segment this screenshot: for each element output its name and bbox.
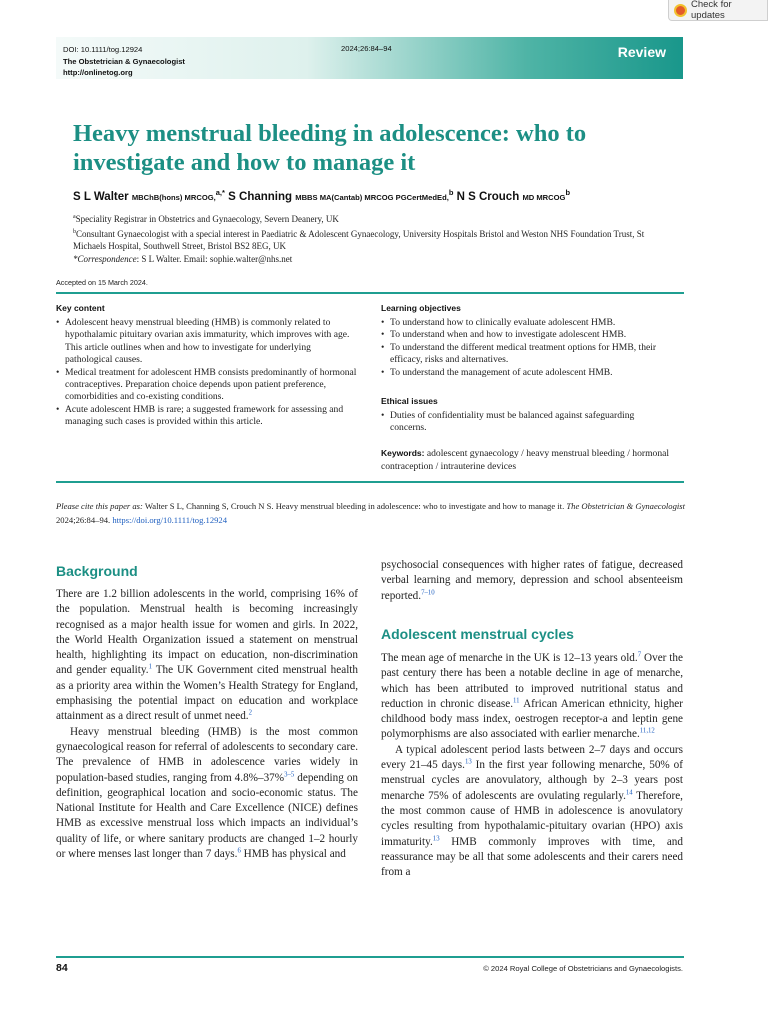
doi-link[interactable]: https://doi.org/10.1111/tog.12924 [112, 514, 228, 525]
author-quals: MBBS MA(Cantab) MRCOG PGCertMedEd, [295, 192, 449, 202]
list-item: • To understand when and how to investigate adolescent HMB. [381, 329, 685, 341]
cycles-column [381, 651, 683, 880]
ethical-issues-list [381, 410, 641, 435]
keywords [381, 447, 681, 473]
list-item: • Acute adolescent HMB is rare; a suggested framework for assessing and managing such cases is provided within this article. [56, 404, 358, 429]
author-name: N S Crouch [456, 190, 520, 203]
journal-url[interactable]: http://onlinetog.org [63, 68, 133, 77]
background-column [56, 587, 358, 862]
right-column-top [381, 558, 683, 604]
list-item: • Duties of confidentiality must be balanced against safeguarding concerns. [381, 410, 641, 435]
affiliations [73, 211, 673, 265]
doi: DOI: 10.1111/tog.12924 [63, 45, 143, 54]
affiliation-a: $^a$Speciality Registrar in Obstetrics and Gynaecology, Severn Deanery, UK [73, 214, 339, 224]
list-item: • Adolescent heavy menstrual bleeding (HMB) is commonly related to hypothalamic pituitary ovarian axis immaturity, which improves with age. This article outlines when and how to investigate for underlying pathological causes. [56, 317, 358, 367]
section-heading-background: Background [56, 563, 138, 579]
article-type: Review [617, 44, 666, 60]
list-item: • To understand the different medical treatment options for HMB, their efficacy, risks and alternatives. [381, 342, 685, 367]
author-marks: a,* [215, 188, 225, 197]
author-quals: MD MRCOG [522, 192, 566, 202]
header-meta [63, 44, 185, 79]
correspondence: *Correspondence: S L Walter. Email: sophie.walter@nhs.net [73, 253, 293, 264]
section-heading-cycles: Adolescent menstrual cycles [381, 626, 574, 642]
author-quals: MBChB(hons) MRCOG, [131, 192, 216, 202]
keywords-text: adolescent gynaecology / heavy menstrual bleeding / hormonal contraception / intrauterine devices [381, 448, 670, 472]
learning-objectives-list [381, 317, 685, 379]
paragraph: Heavy menstrual bleeding (HMB) is the most common gynaecological reason for referral of adolescents to secondary care. The prevalence of HMB in adolescence varies widely in population-based studies, ranging from 4.8%–37%$^{3-5}$ depending on definition, geographical location and socio-economic status. The National Institute for Health and Care Excellence (NICE) defines HMB as excessive menstrual loss which impacts an individual’s quality of life, or where sanitary products are changed 1–2 hourly or where menses last longer than 7 days.$^6$ HMB has physical and [56, 725, 359, 861]
issue-info: 2024;26:84–94 [341, 44, 392, 53]
divider [56, 292, 684, 294]
paragraph: The mean age of menarche in the UK is 12–13 years old.$^7$ Over the past century there has been a notable decline in age of menarche, which has been attributed to improved nutritional status and reduction in chronic disease.$^{11}$ African American ethnicity, higher childhood body mass index, oestrogen receptor-a and leptin gene polymorphisms are also associated with earlier menarche.$^{11,12}$ [381, 651, 683, 741]
author-name: S Channing [228, 190, 293, 203]
affiliation-b: $^b$Consultant Gynaecologist with a special interest in Paediatric & Adolescent Gynaecology, University Hospitals Bristol and Weston NHS Foundation Trust, St Michaels Hospital, Southwell Street, Bristol BS2 8EG, UK [73, 228, 645, 252]
crossmark-icon [674, 4, 687, 17]
author-marks: b [565, 188, 571, 197]
paragraph: There are 1.2 billion adolescents in the world, comprising 16% of the population. Menstrual health is becoming increasingly recognised as a major health issue for women and girls. In 2022, the World Health Organization issued a statement on menstrual health, highlighting its impact on education, non-discrimination and gender equality.$^1$ The UK Government cited menstrual health as a priority area within the Women’s Health Strategy for England, emphasising the potential impact on education and workplace attainment as a direct result of unmet need.$^2$ [56, 588, 358, 723]
accepted-date: Accepted on 15 March 2024. [56, 278, 148, 287]
citation: Please cite this paper as: Walter S L, Channing S, Crouch N S. Heavy menstrual bleeding in adolescence: who to investigate and how to manage it. The Obstetrician & Gynaecologist 2024;26:84–94. https://doi.org/10.1111/tog.12924 [56, 501, 686, 525]
ethical-issues-heading: Ethical issues [381, 396, 438, 406]
learning-objectives-heading: Learning objectives [381, 303, 461, 313]
paragraph: A typical adolescent period lasts between 2–7 days and occurs every 21–45 days.$^{13}$ In the first year following menarche, 50% of menstrual cycles are anovulatory, although by 2–3 years post menarche 75% of adolescents are ovulating regularly.$^{14}$ Therefore, the most common cause of HMB in adolescence is anovulatory cycles resulting from hypothalamic-pituitary ovarian (HPO) axis immaturity.$^{13}$ HMB commonly improves with time, and reassurance may be all that some adolescents and their carers need from a [381, 743, 683, 879]
keywords-label: Keywords: [381, 448, 425, 458]
list-item: • To understand the management of acute adolescent HMB. [381, 367, 685, 379]
key-content-heading: Key content [56, 303, 105, 313]
page-number: 84 [56, 962, 68, 974]
check-for-updates-label: Check for updates [691, 0, 732, 21]
author-marks: b [448, 188, 454, 197]
citation-label: Please cite this paper as: [56, 501, 143, 511]
copyright: © 2024 Royal College of Obstetricians and Gynaecologists. [483, 964, 683, 973]
paragraph: psychosocial consequences with higher rates of fatigue, decreased verbal learning and memory, depression and school absenteeism reported.$^{7-10}$ [381, 559, 683, 602]
list-item: • To understand how to clinically evaluate adolescent HMB. [381, 317, 685, 329]
key-content-list [56, 317, 358, 429]
citation-journal: The Obstetrician & Gynaecologist [566, 501, 686, 511]
check-for-updates-button[interactable] [668, 0, 768, 21]
divider [56, 481, 684, 483]
author-list [73, 188, 693, 203]
article-title: Heavy menstrual bleeding in adolescence: who to investigate and how to manage it [73, 120, 587, 176]
author-name: S L Walter [73, 190, 129, 203]
footer-rule [56, 956, 684, 958]
journal-name: The Obstetrician & Gynaecologist [63, 56, 185, 66]
list-item: • Medical treatment for adolescent HMB consists predominantly of hormonal contraceptives. Preparation choice depends upon patient preference, comorbidities and co-existing conditions. [56, 367, 358, 404]
